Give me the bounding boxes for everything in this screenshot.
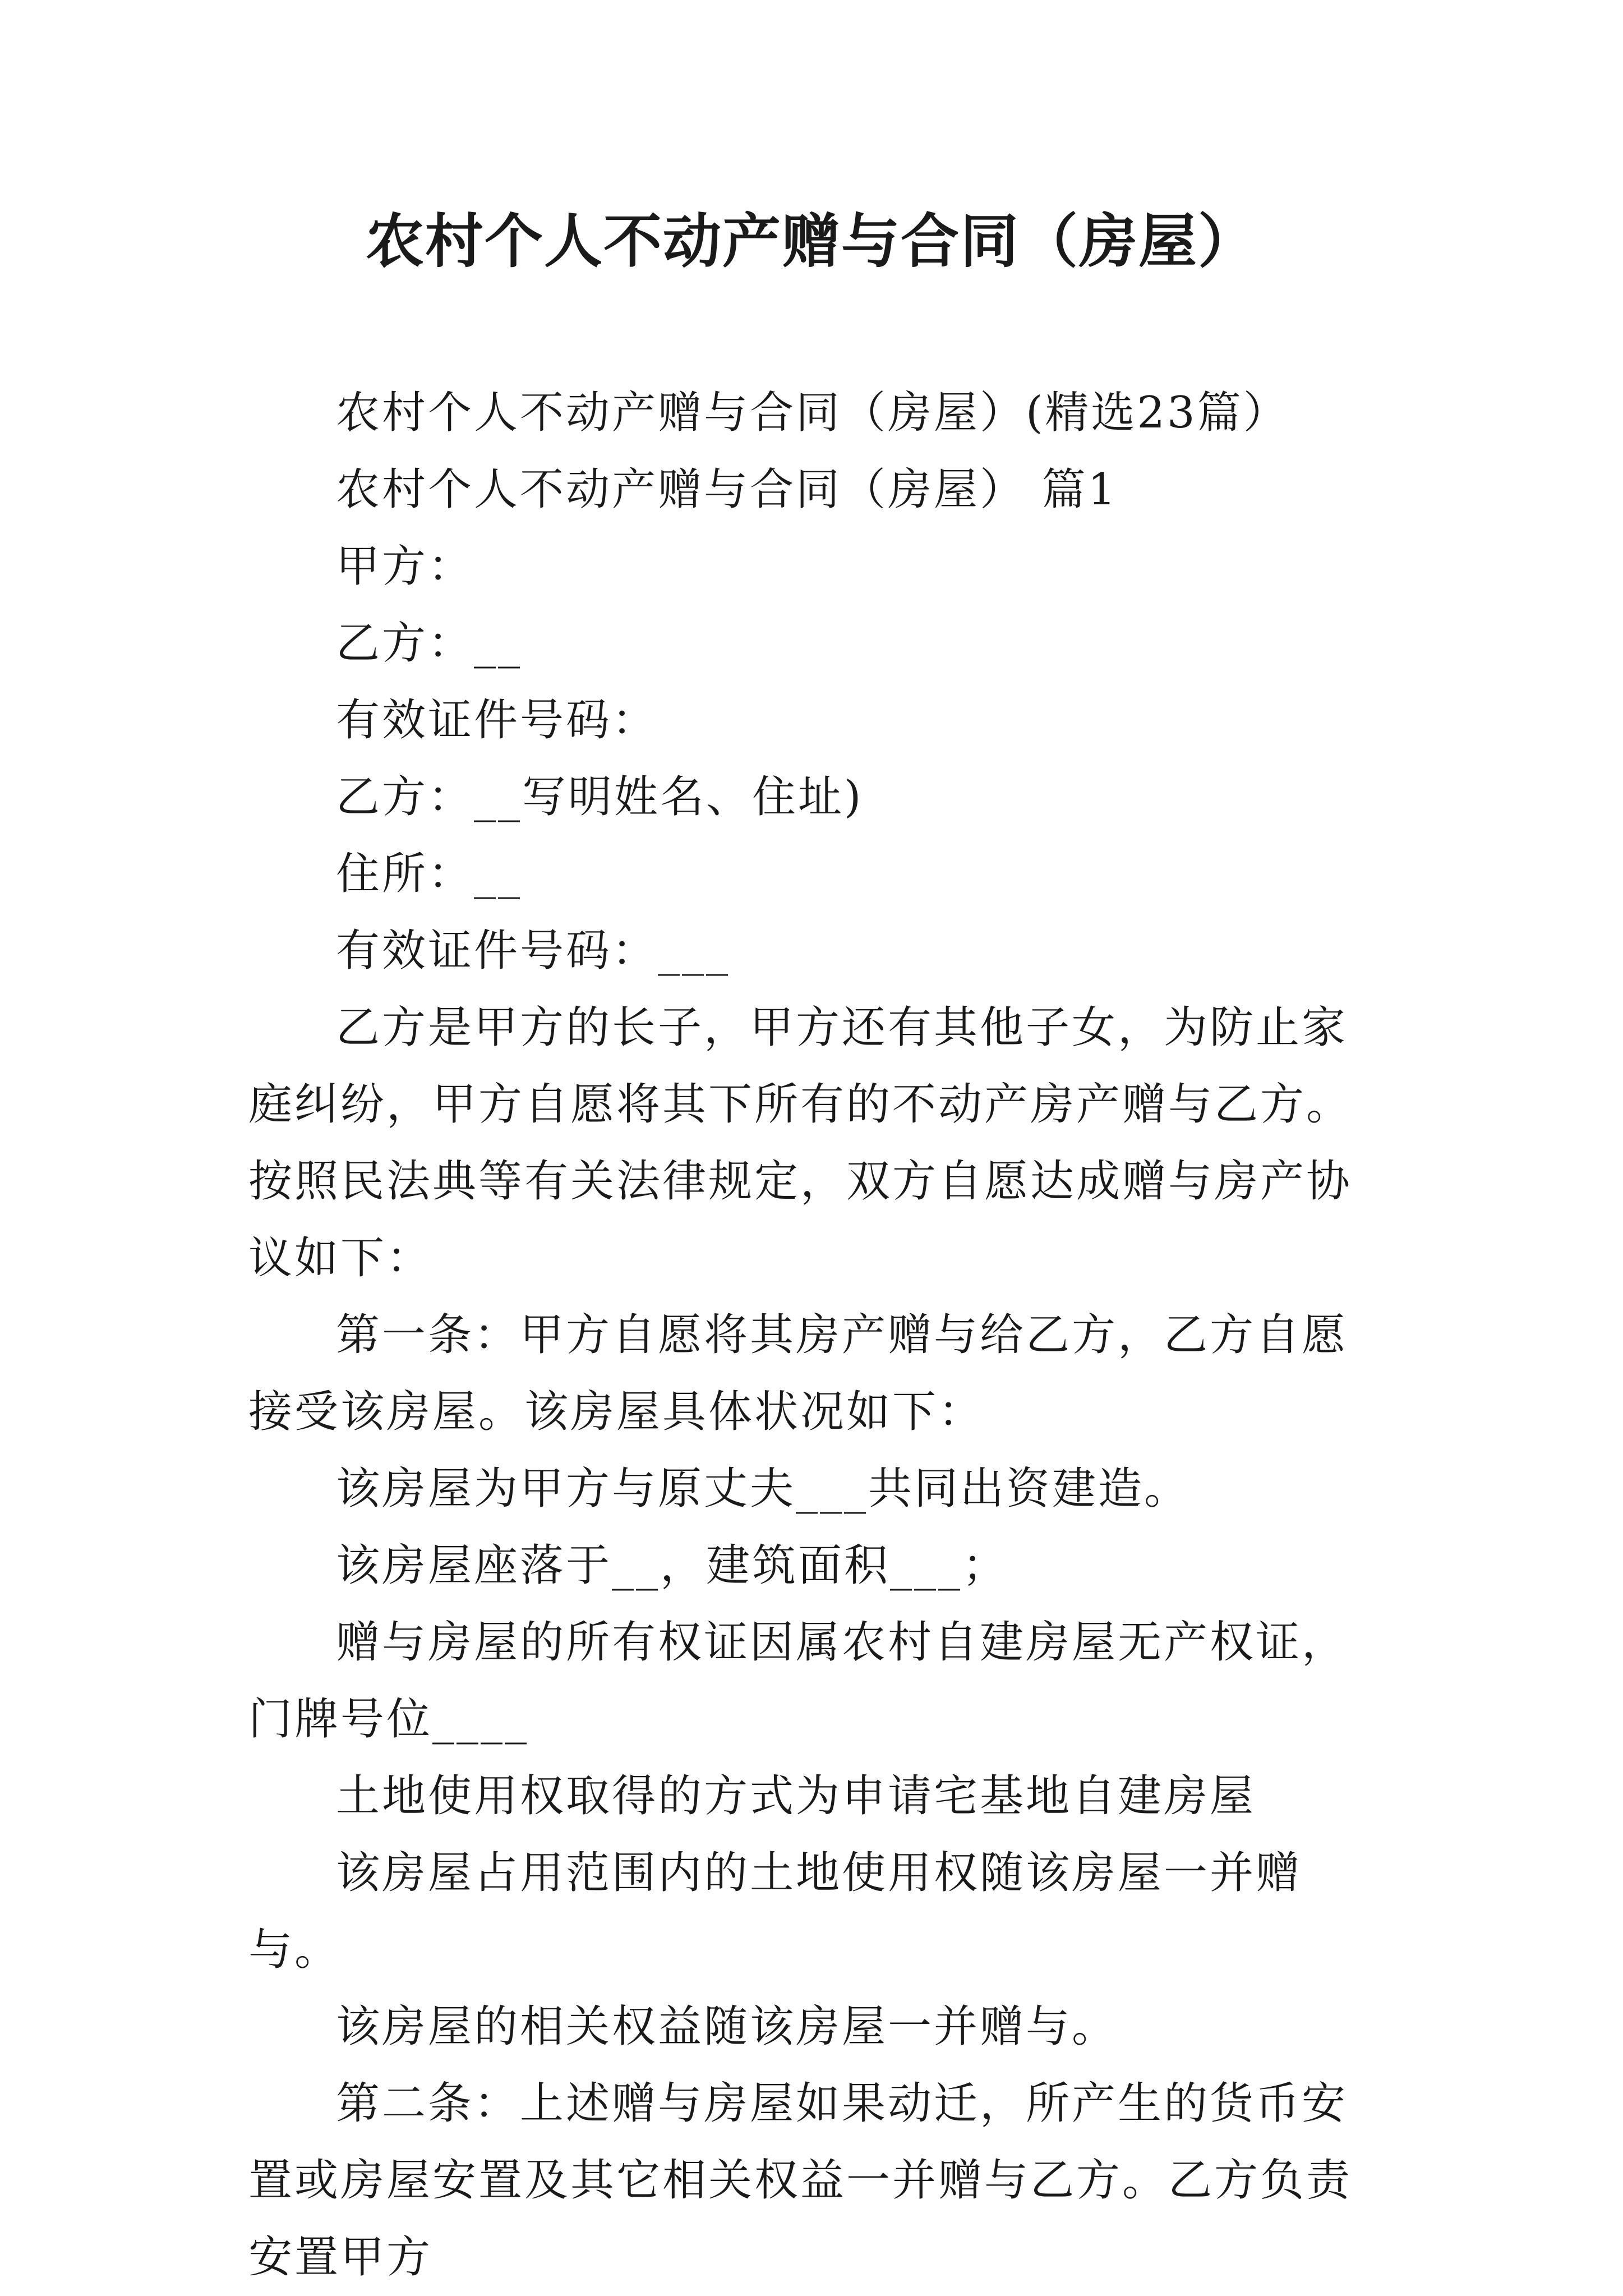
paragraph-land-use: 土地使用权取得的方式为申请宅基地自建房屋 bbox=[336, 1771, 1256, 1821]
paragraph-house-built: 该房屋为甲方与原丈夫___共同出资建造。 bbox=[336, 1464, 1191, 1514]
paragraph-chapter-heading: 农村个人不动产赠与合同（房屋） 篇1 bbox=[336, 464, 1118, 515]
document-title: 农村个人不动产赠与合同（房屋） bbox=[365, 207, 1257, 275]
paragraph-party-b: 乙方：__ bbox=[336, 618, 523, 669]
paragraph-party-b-name: 乙方：__写明姓名、住址) bbox=[336, 772, 864, 822]
paragraph-ownership: 赠与房屋的所有权证因属农村自建房屋无产权证，门牌号位____ bbox=[248, 1617, 1348, 1745]
paragraph-id-number-2: 有效证件号码：___ bbox=[336, 926, 731, 976]
document-body bbox=[248, 375, 1381, 2296]
paragraph-preamble: 乙方是甲方的长子，甲方还有其他子女，为防止家庭纠纷，甲方自愿将其下所有的不动产房产赠与乙方。按照民法典等有关法律规定，双方自愿达成赠与房产协议如下： bbox=[248, 1002, 1353, 1283]
paragraph-article-2: 第二条：上述赠与房屋如果动迁，所产生的货币安置或房屋安置及其它相关权益一并赠与乙方。乙方负责安置甲方 bbox=[248, 2078, 1353, 2283]
paragraph-land-gift: 该房屋占用范围内的土地使用权随该房屋一并赠与。 bbox=[248, 1848, 1302, 1975]
paragraph-house-location: 该房屋座落于__，建筑面积___； bbox=[336, 1540, 1009, 1591]
paragraph-id-number: 有效证件号码： bbox=[336, 695, 658, 746]
paragraph-subtitle: 农村个人不动产赠与合同（房屋）(精选23篇） bbox=[336, 388, 1289, 438]
paragraph-residence: 住所：__ bbox=[336, 849, 523, 899]
paragraph-party-a: 甲方： bbox=[336, 541, 474, 592]
paragraph-rights-gift: 该房屋的相关权益随该房屋一并赠与。 bbox=[336, 2001, 1118, 2052]
paragraph-article-1: 第一条：甲方自愿将其房产赠与给乙方，乙方自愿接受该房屋。该房屋具体状况如下： bbox=[248, 1310, 1348, 1437]
